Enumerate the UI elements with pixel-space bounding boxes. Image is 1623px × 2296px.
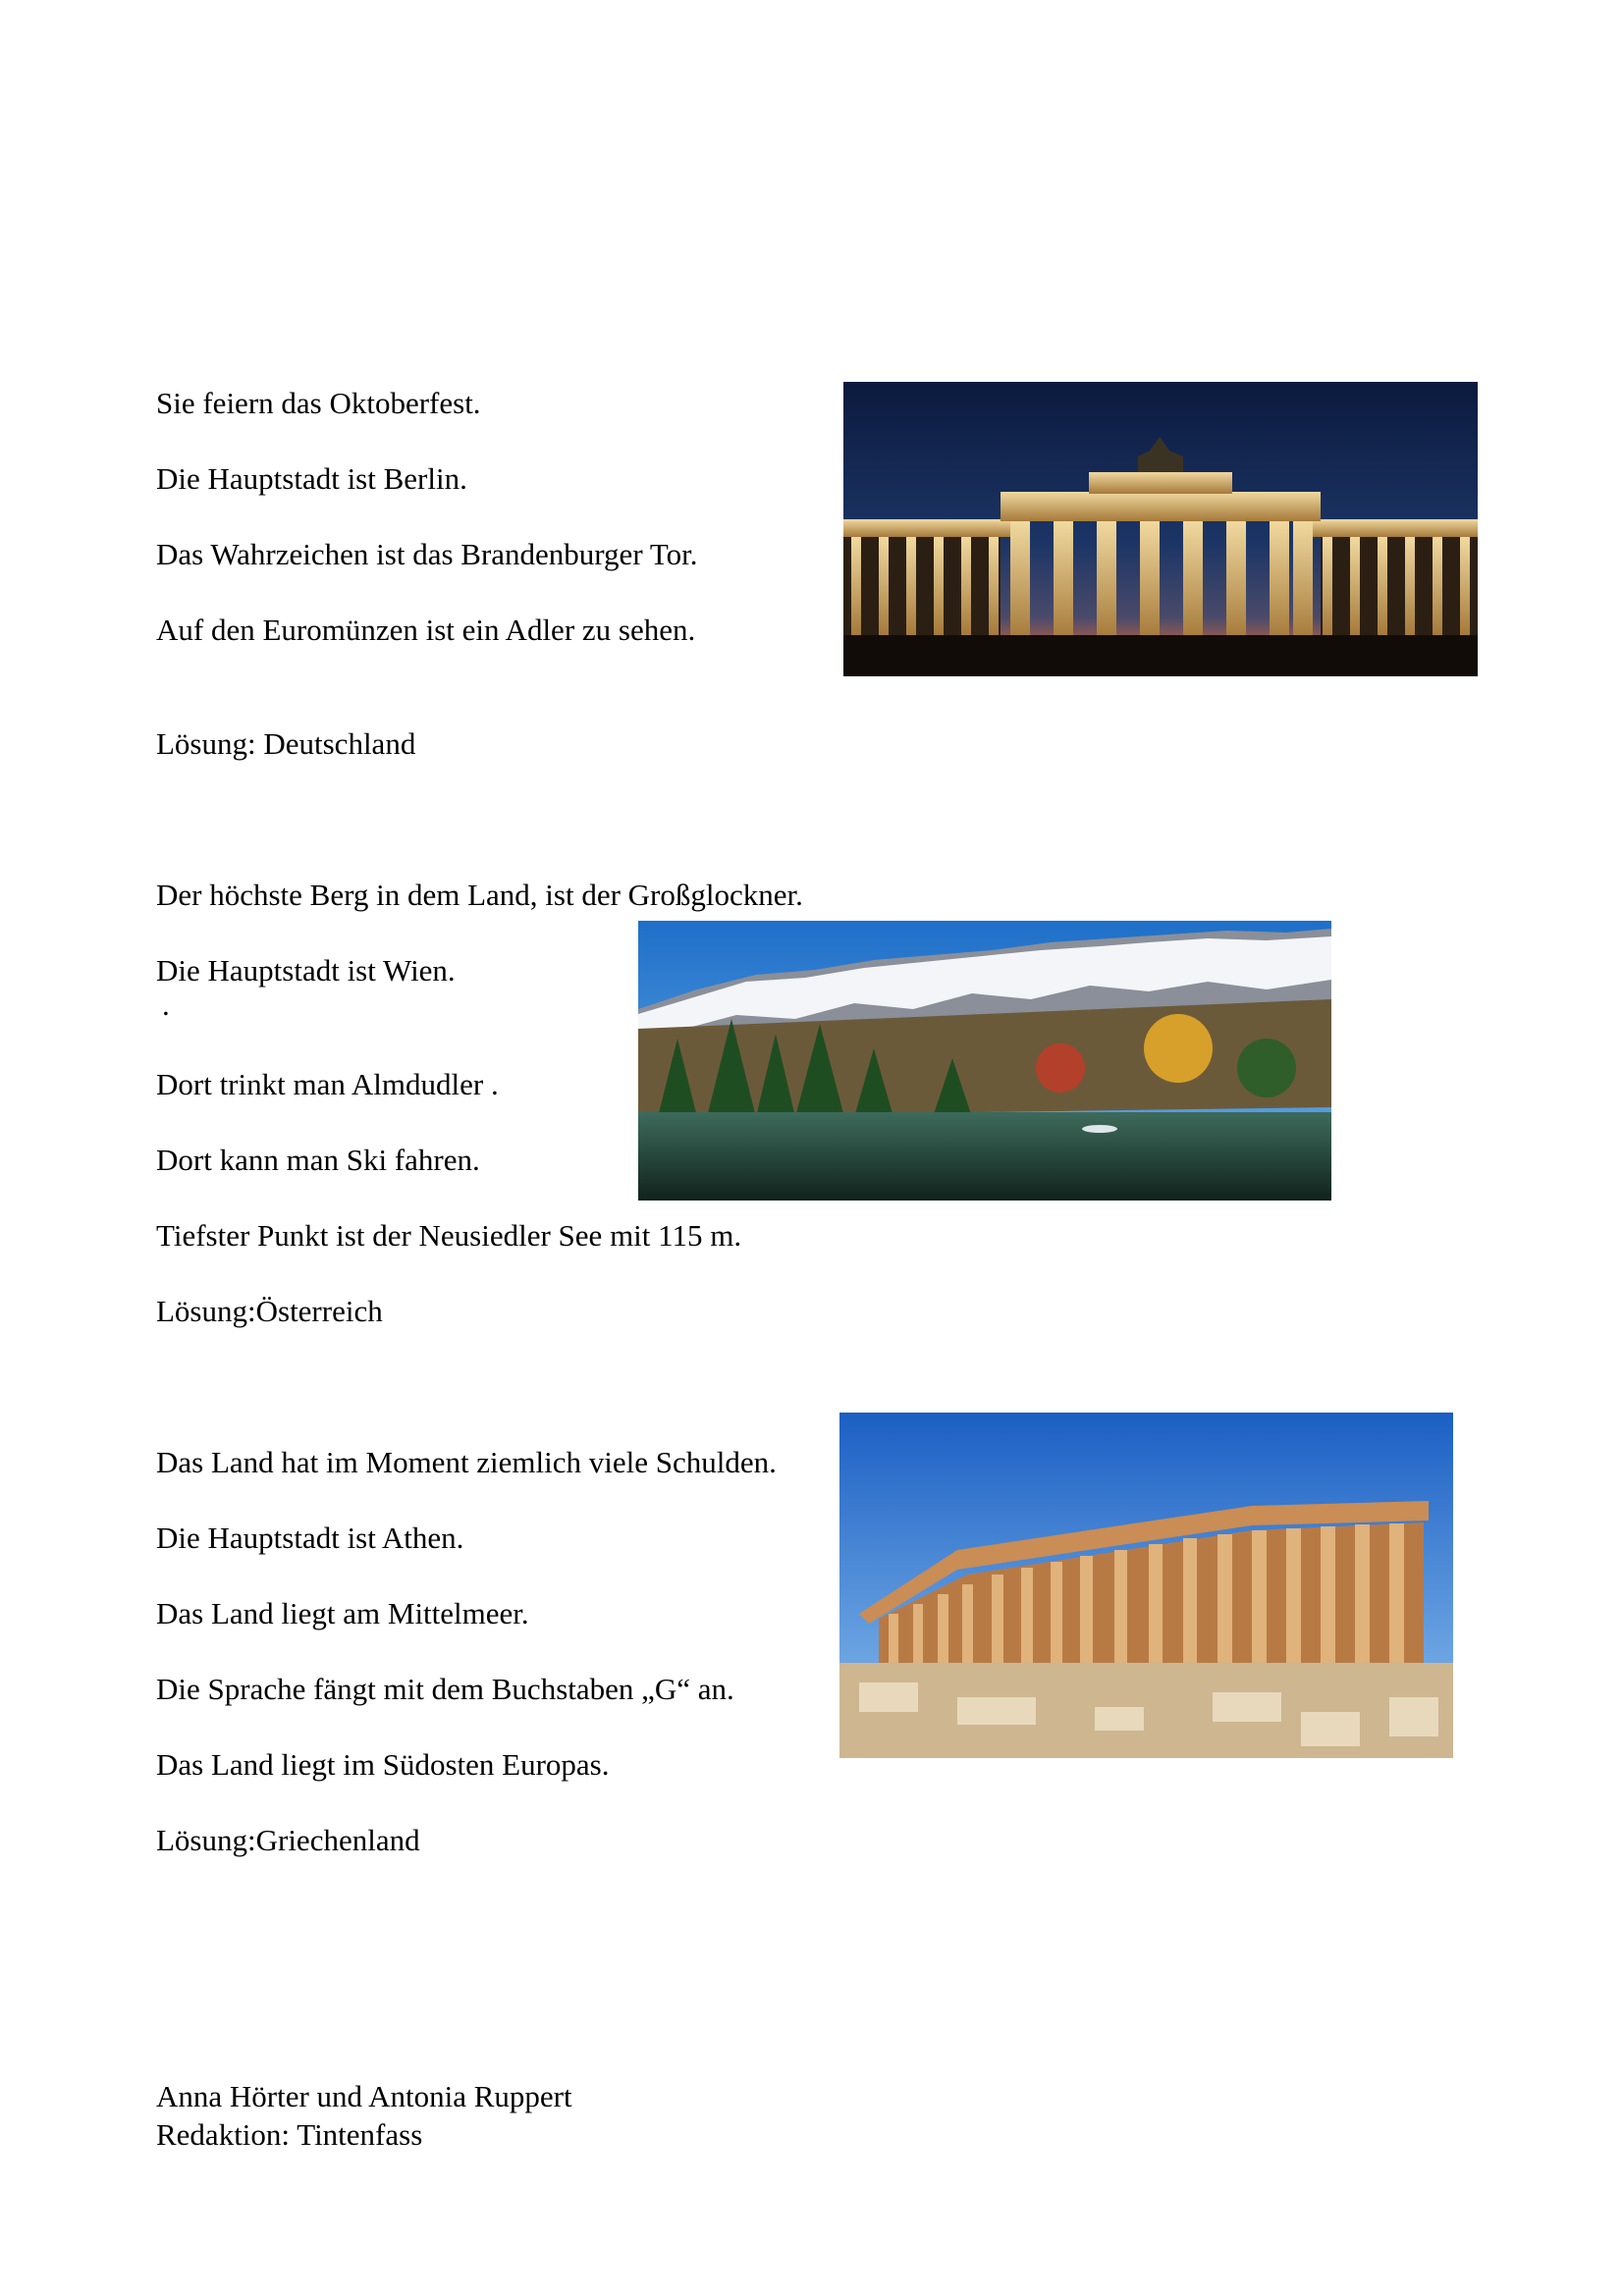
section3-line1: Das Land hat im Moment ziemlich viele Schulden.: [156, 1445, 777, 1479]
section3-line2: Die Hauptstadt ist Athen.: [156, 1521, 464, 1555]
section2-solution: Lösung:Österreich: [156, 1294, 383, 1328]
section1-line1: Sie feiern das Oktoberfest.: [156, 386, 481, 420]
section3-line4: Die Sprache fängt mit dem Buchstaben „G“ an.: [156, 1672, 734, 1706]
section1-solution: Lösung: Deutschland: [156, 726, 416, 761]
section1-line2: Die Hauptstadt ist Berlin.: [156, 461, 467, 496]
parthenon-photo: [839, 1413, 1453, 1758]
footer-authors: Anna Hörter und Antonia Ruppert: [156, 2079, 572, 2113]
section2-line6: Tiefster Punkt ist der Neusiedler See mit 115 m.: [156, 1218, 742, 1253]
section2-line4: Dort trinkt man Almdudler .: [156, 1067, 499, 1101]
section1-line3: Das Wahrzeichen ist das Brandenburger Tor.: [156, 537, 698, 571]
section2-line3: .: [162, 988, 170, 1022]
section2-line1: Der höchste Berg in dem Land, ist der Großglockner.: [156, 878, 803, 912]
footer-editorial: Redaktion: Tintenfass: [156, 2117, 423, 2152]
section3-line5: Das Land liegt im Südosten Europas.: [156, 1747, 610, 1782]
section2-line2: Die Hauptstadt ist Wien.: [156, 953, 456, 988]
section2-line5: Dort kann man Ski fahren.: [156, 1143, 480, 1177]
brandenburg-gate-photo: [843, 382, 1478, 676]
section3-solution: Lösung:Griechenland: [156, 1823, 420, 1857]
section3-line3: Das Land liegt am Mittelmeer.: [156, 1596, 529, 1630]
alpine-lake-photo: [638, 921, 1331, 1201]
section1-line4: Auf den Euromünzen ist ein Adler zu sehen.: [156, 613, 696, 647]
